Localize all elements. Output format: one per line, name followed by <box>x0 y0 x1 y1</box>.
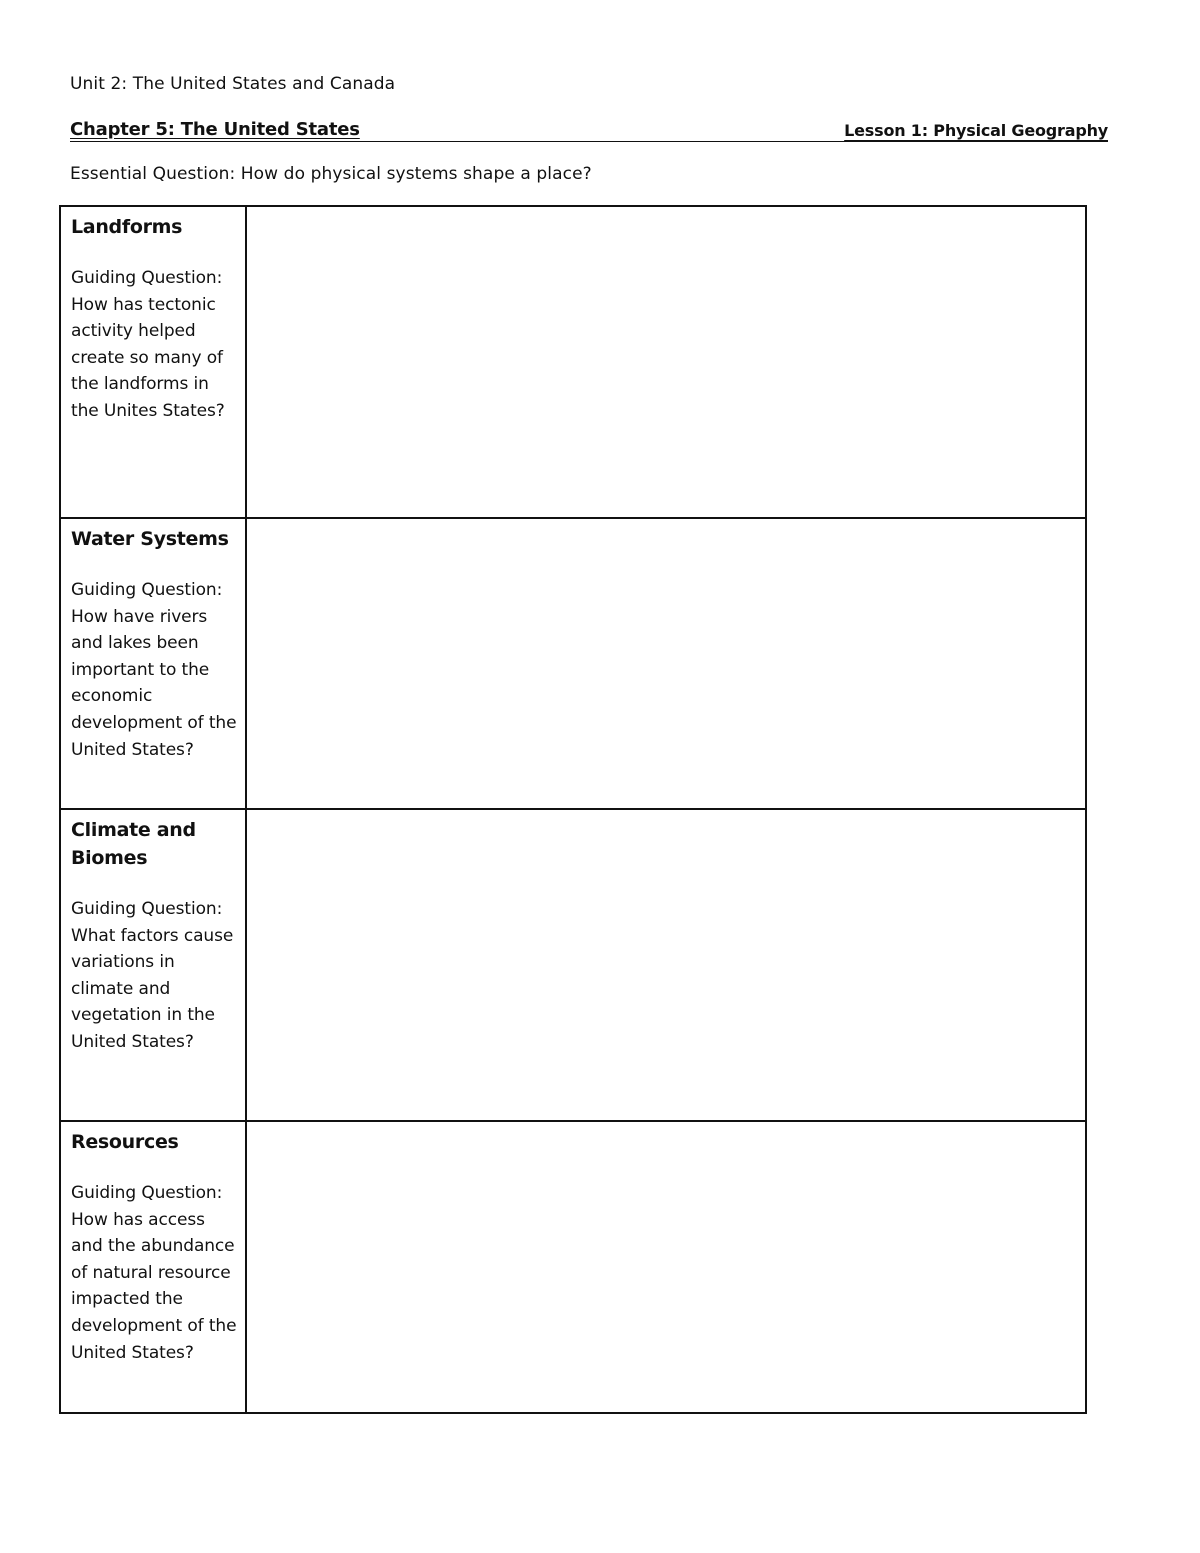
guiding-question-text: How have rivers and lakes been important to the economic development of the United States? <box>71 606 237 760</box>
notes-area-climate-and-biomes[interactable] <box>246 809 1086 1121</box>
topic-heading: Water Systems <box>71 528 229 550</box>
header-rule <box>70 141 1108 142</box>
guiding-question-text: How has tectonic activity helped create so many of the landforms in the Unites States? <box>71 294 225 421</box>
chapter-header <box>70 119 1108 143</box>
guiding-question-label: Guiding Question: <box>71 580 223 600</box>
topic-heading: Landforms <box>71 216 183 238</box>
guiding-question-text: What factors cause variations in climate and vegetation in the United States? <box>71 925 234 1052</box>
guiding-question <box>71 265 237 425</box>
guiding-question-label: Guiding Question: <box>71 899 223 919</box>
table-row-resources <box>60 1121 1086 1413</box>
label-cell-water-systems <box>60 518 246 809</box>
label-cell-landforms <box>60 206 246 518</box>
guiding-question-label: Guiding Question: <box>71 268 223 288</box>
unit-title: Unit 2: The United States and Canada <box>70 74 396 94</box>
label-cell-resources <box>60 1121 246 1413</box>
notes-area-resources[interactable] <box>246 1121 1086 1413</box>
guiding-question <box>71 896 237 1056</box>
table-row-water-systems <box>60 518 1086 809</box>
chapter-title: Chapter 5: The United States <box>70 119 364 140</box>
label-cell-climate-and-biomes <box>60 809 246 1121</box>
notes-area-landforms[interactable] <box>246 206 1086 518</box>
note-organizer-table <box>59 205 1087 1414</box>
table-row-climate-and-biomes <box>60 809 1086 1121</box>
topic-heading: Resources <box>71 1131 179 1153</box>
topic-heading: Climate and Biomes <box>71 819 196 869</box>
guiding-question-text: How has access and the abundance of natural resource impacted the development of the United States? <box>71 1209 237 1363</box>
essential-question: Essential Question: How do physical systems shape a place? <box>70 164 592 184</box>
lesson-title: Lesson 1: Physical Geography <box>840 121 1108 140</box>
guiding-question <box>71 577 237 763</box>
table-row-landforms <box>60 206 1086 518</box>
guiding-question-label: Guiding Question: <box>71 1183 223 1203</box>
notes-area-water-systems[interactable] <box>246 518 1086 809</box>
guiding-question <box>71 1180 237 1366</box>
